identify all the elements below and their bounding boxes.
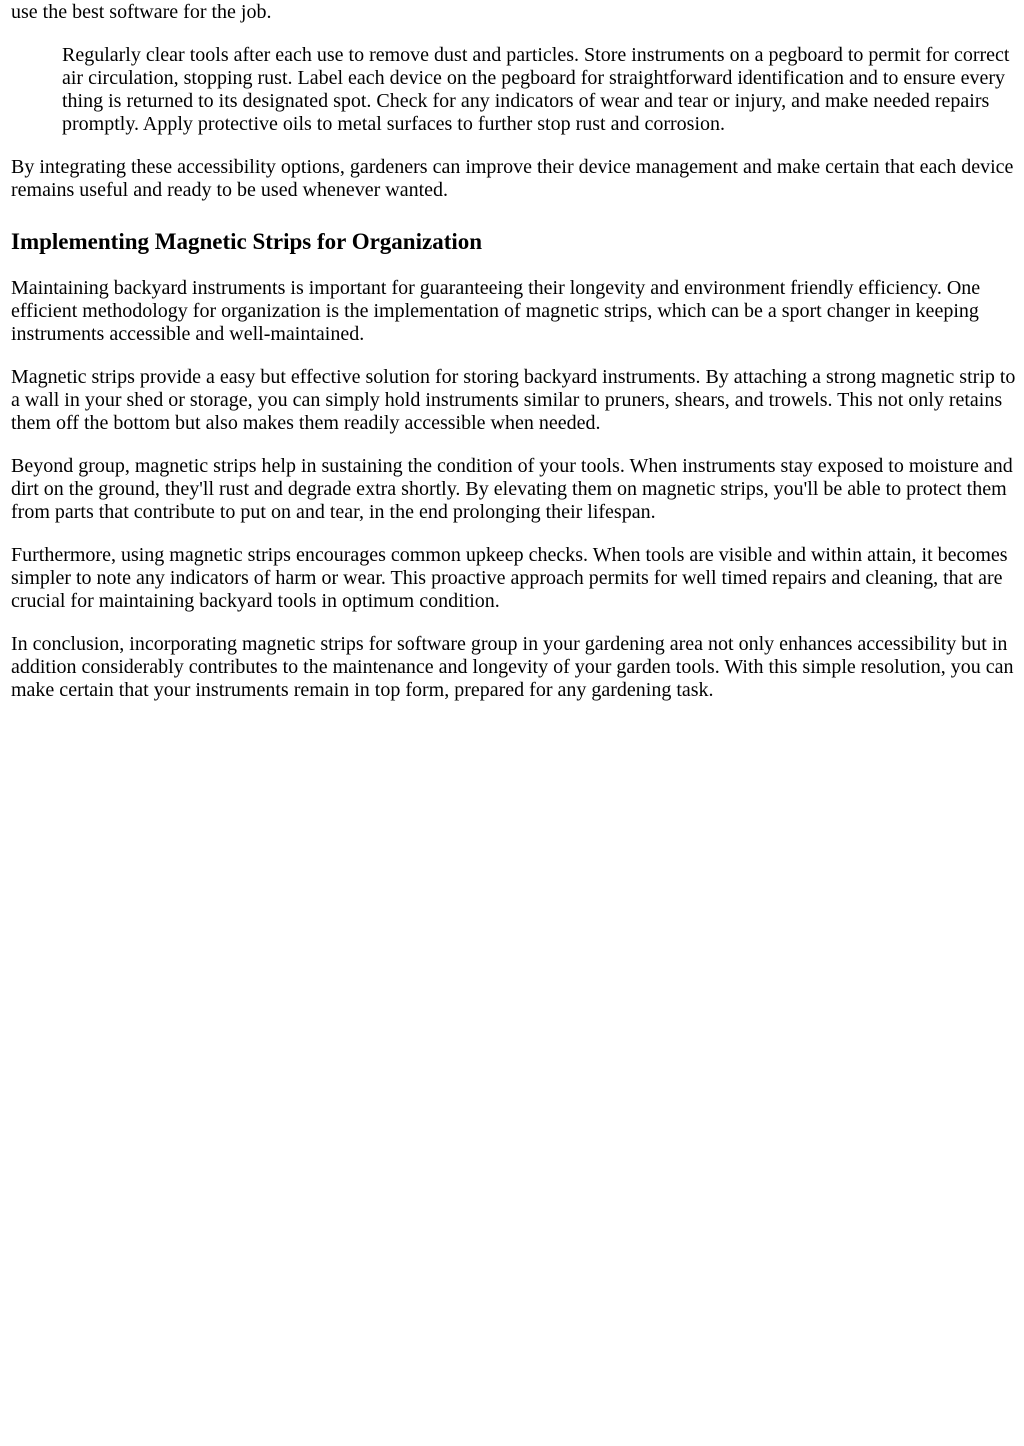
section-heading: Implementing Magnetic Strips for Organization xyxy=(11,229,483,254)
section-paragraph: Furthermore, using magnetic strips encourages common upkeep checks. When tools are visible and within attain, it becomes simpler to note any indicators of harm or wear. This proactive approach permits for well timed repairs and cleaning, that are crucial for maintaining backyard tools in optimum condition. xyxy=(11,544,1008,612)
section-paragraph: Maintaining backyard instruments is important for guaranteeing their longevity and environment friendly efficiency. One efficient methodology for organization is the implementation of magnetic strips, which can be a sport changer in keeping instruments accessible and well-maintained. xyxy=(11,277,981,345)
section-paragraph: Magnetic strips provide a easy but effective solution for storing backyard instruments. By attaching a strong magnetic strip to a wall in your shed or storage, you can simply hold instruments similar to pruners, shears, and trowels. This not only retains them off the bottom but also makes them readily accessible when needed. xyxy=(11,366,1016,434)
intro-paragraph: By integrating these accessibility options, gardeners can improve their device management and make certain that each device remains useful and ready to be used whenever wanted. xyxy=(11,156,1014,201)
section-paragraph: In conclusion, incorporating magnetic strips for software group in your gardening area not only enhances accessibility but in addition considerably contributes to the maintenance and longevity of your garden tools. With this simple resolution, you can make certain that your instruments remain in top form, prepared for any gardening task. xyxy=(11,633,1014,701)
indented-paragraph: Regularly clear tools after each use to remove dust and particles. Store instruments on a pegboard to permit for correct air circulation, stopping rust. Label each device on the pegboard for straightforward identification and to ensure every thing is returned to its designated spot. Check for any indicators of wear and tear or injury, and make needed repairs promptly. Apply protective oils to metal surfaces to further stop rust and corrosion. xyxy=(62,44,1010,135)
continuation-text: use the best software for the job. xyxy=(11,1,272,23)
section-paragraph: Beyond group, magnetic strips help in sustaining the condition of your tools. When instruments stay exposed to moisture and dirt on the ground, they'll rust and degrade extra shortly. By elevating them on magnetic strips, you'll be able to protect them from parts that contribute to put on and tear, in the end prolonging their lifespan. xyxy=(11,455,1013,523)
